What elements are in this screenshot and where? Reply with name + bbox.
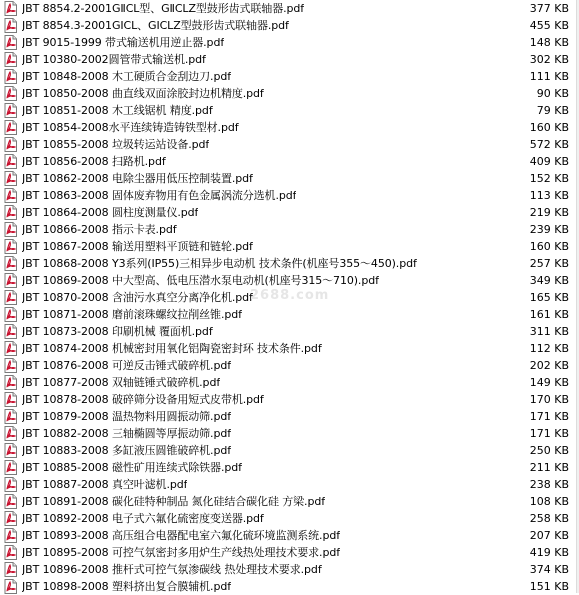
file-row[interactable]: [0, 289, 579, 306]
file-size: 165 KB: [529, 291, 569, 304]
pdf-file-icon: [4, 477, 17, 492]
file-size: 112 KB: [529, 342, 569, 355]
file-row[interactable]: [0, 68, 579, 85]
file-size: 238 KB: [529, 478, 569, 491]
file-name: JBT 10885-2008 磁性矿用连续式除铁器.pdf: [22, 461, 242, 474]
file-name: JBT 10855-2008 垃圾转运站设备.pdf: [22, 138, 210, 151]
file-name: JBT 10873-2008 印刷机械 覆面机.pdf: [22, 325, 213, 338]
pdf-file-icon: [4, 307, 17, 322]
file-name: JBT 10870-2008 含油污水真空分离净化机.pdf: [22, 291, 253, 304]
pdf-file-icon: [4, 324, 17, 339]
file-row[interactable]: [0, 408, 579, 425]
file-size: 311 KB: [529, 325, 569, 338]
file-row[interactable]: [0, 561, 579, 578]
pdf-file-icon: [4, 222, 17, 237]
file-name: JBT 9015-1999 带式输送机用逆止器.pdf: [22, 36, 225, 49]
file-size: 151 KB: [529, 580, 569, 593]
pdf-file-icon: [4, 1, 17, 16]
file-row[interactable]: [0, 425, 579, 442]
file-size: 170 KB: [529, 393, 569, 406]
file-row[interactable]: [0, 357, 579, 374]
file-row[interactable]: [0, 374, 579, 391]
file-name: JBT 10854-2008水平连续铸造铸铁型材.pdf: [22, 121, 239, 134]
file-size: 149 KB: [529, 376, 569, 389]
file-size: 211 KB: [529, 461, 569, 474]
pdf-file-icon: [4, 171, 17, 186]
pdf-file-icon: [4, 103, 17, 118]
file-size: 257 KB: [529, 257, 569, 270]
file-name: JBT 10867-2008 输送用塑料平顶链和链轮.pdf: [22, 240, 253, 253]
pdf-file-icon: [4, 375, 17, 390]
pdf-file-icon: [4, 69, 17, 84]
file-row[interactable]: [0, 170, 579, 187]
file-size: 302 KB: [529, 53, 569, 66]
file-size: 219 KB: [529, 206, 569, 219]
file-size: 258 KB: [529, 512, 569, 525]
file-row[interactable]: [0, 544, 579, 561]
file-row[interactable]: [0, 476, 579, 493]
pdf-file-icon: [4, 443, 17, 458]
file-name: JBT 8854.2-2001GⅡCL型、GⅡCLZ型鼓形齿式联轴器.pdf: [22, 2, 305, 15]
file-name: JBT 10895-2008 可控气氛密封多用炉生产线热处理技术要求.pdf: [22, 546, 340, 559]
file-size: 90 KB: [536, 87, 569, 100]
pdf-file-icon: [4, 273, 17, 288]
pdf-file-icon: [4, 239, 17, 254]
file-size: 171 KB: [529, 427, 569, 440]
file-size: 419 KB: [529, 546, 569, 559]
file-row[interactable]: [0, 578, 579, 595]
file-size: 161 KB: [529, 308, 569, 321]
pdf-file-icon: [4, 409, 17, 424]
file-size: 160 KB: [529, 121, 569, 134]
file-name: JBT 10892-2008 电子式六氟化硫密度变送器.pdf: [22, 512, 264, 525]
pdf-file-icon: [4, 545, 17, 560]
file-row[interactable]: [0, 459, 579, 476]
pdf-file-icon: [4, 35, 17, 50]
file-name: JBT 10856-2008 扫路机.pdf: [22, 155, 166, 168]
file-size: 111 KB: [529, 70, 569, 83]
file-size: 79 KB: [536, 104, 569, 117]
file-name: JBT 10864-2008 圆柱度测量仪.pdf: [22, 206, 199, 219]
file-size: 148 KB: [529, 36, 569, 49]
file-name: JBT 10871-2008 磨前滚珠螺纹拉削丝锥.pdf: [22, 308, 242, 321]
pdf-file-icon: [4, 188, 17, 203]
file-size: 108 KB: [529, 495, 569, 508]
file-row[interactable]: [0, 153, 579, 170]
file-name: JBT 10869-2008 中大型高、低电压潜水泵电动机(机座号315～710).pdf: [22, 274, 379, 287]
file-name: JBT 10851-2008 木工线锯机 精度.pdf: [22, 104, 213, 117]
file-size: 152 KB: [529, 172, 569, 185]
pdf-file-icon: [4, 392, 17, 407]
file-size: 250 KB: [529, 444, 569, 457]
file-name: JBT 10882-2008 三轴椭圆等厚振动筛.pdf: [22, 427, 231, 440]
file-row[interactable]: [0, 136, 579, 153]
file-name: JBT 10868-2008 Y3系列(IP55)三相异步电动机 技术条件(机座号355～450).pdf: [22, 257, 417, 270]
file-name: JBT 10848-2008 木工硬质合金刮边刀.pdf: [22, 70, 231, 83]
file-row[interactable]: [0, 272, 579, 289]
file-name: JBT 10898-2008 塑料挤出复合膜辅机.pdf: [22, 580, 231, 593]
file-name: JBT 10877-2008 双轴链锤式破碎机.pdf: [22, 376, 221, 389]
pdf-file-icon: [4, 494, 17, 509]
file-name: JBT 10878-2008 破碎筛分设备用短式皮带机.pdf: [22, 393, 264, 406]
file-size: 239 KB: [529, 223, 569, 236]
file-size: 207 KB: [529, 529, 569, 542]
file-size: 374 KB: [529, 563, 569, 576]
file-name: JBT 10862-2008 电除尘器用低压控制装置.pdf: [22, 172, 253, 185]
file-size: 409 KB: [529, 155, 569, 168]
file-row[interactable]: [0, 119, 579, 136]
file-size: 160 KB: [529, 240, 569, 253]
pdf-file-icon: [4, 579, 17, 594]
file-row[interactable]: [0, 85, 579, 102]
file-name: JBT 10891-2008 碳化硅特种制品 氮化硅结合碳化硅 方梁.pdf: [22, 495, 325, 508]
file-row[interactable]: [0, 442, 579, 459]
file-name: JBT 10380-2002圆管带式输送机.pdf: [22, 53, 206, 66]
file-name: JBT 10876-2008 可逆反击锤式破碎机.pdf: [22, 359, 231, 372]
pdf-file-icon: [4, 358, 17, 373]
file-size: 377 KB: [529, 2, 569, 15]
file-size: 349 KB: [529, 274, 569, 287]
file-name: JBT 10850-2008 曲直线双面涂胶封边机精度.pdf: [22, 87, 264, 100]
pdf-file-icon: [4, 154, 17, 169]
file-row[interactable]: [0, 51, 579, 68]
file-row[interactable]: [0, 255, 579, 272]
pdf-file-icon: [4, 137, 17, 152]
pdf-file-icon: [4, 290, 17, 305]
file-name: JBT 10874-2008 机械密封用氧化铝陶瓷密封环 技术条件.pdf: [22, 342, 322, 355]
file-row[interactable]: [0, 221, 579, 238]
pdf-file-icon: [4, 426, 17, 441]
file-row[interactable]: [0, 34, 579, 51]
file-row[interactable]: [0, 527, 579, 544]
watermark: 2688.com: [250, 288, 330, 303]
file-row[interactable]: [0, 510, 579, 527]
file-row[interactable]: [0, 102, 579, 119]
pdf-file-icon: [4, 256, 17, 271]
pdf-file-icon: [4, 52, 17, 67]
file-name: JBT 10863-2008 固体废弃物用有色金属涡流分选机.pdf: [22, 189, 297, 202]
file-size: 171 KB: [529, 410, 569, 423]
file-size: 572 KB: [529, 138, 569, 151]
file-row[interactable]: [0, 493, 579, 510]
file-name: JBT 10883-2008 多缸液压圆锥破碎机.pdf: [22, 444, 231, 457]
file-name: JBT 10893-2008 高压组合电器配电室六氟化硫环境监测系统.pdf: [22, 529, 340, 542]
file-size: 455 KB: [529, 19, 569, 32]
file-row[interactable]: [0, 238, 579, 255]
pdf-file-icon: [4, 205, 17, 220]
pdf-file-icon: [4, 528, 17, 543]
file-row[interactable]: [0, 340, 579, 357]
file-row[interactable]: [0, 391, 579, 408]
file-row[interactable]: [0, 204, 579, 221]
file-row[interactable]: [0, 306, 579, 323]
pdf-file-icon: [4, 18, 17, 33]
pdf-file-icon: [4, 562, 17, 577]
pdf-file-icon: [4, 120, 17, 135]
file-row[interactable]: [0, 187, 579, 204]
pdf-file-icon: [4, 86, 17, 101]
file-name: JBT 8854.3-2001GⅠCL、GⅠCLZ型鼓形齿式联轴器.pdf: [22, 19, 289, 32]
pdf-file-icon: [4, 511, 17, 526]
file-size: 202 KB: [529, 359, 569, 372]
pdf-file-icon: [4, 341, 17, 356]
file-size: 113 KB: [529, 189, 569, 202]
file-name: JBT 10866-2008 指示卡表.pdf: [22, 223, 177, 236]
pdf-file-icon: [4, 460, 17, 475]
file-row[interactable]: [0, 323, 579, 340]
file-name: JBT 10879-2008 温热物料用圆振动筛.pdf: [22, 410, 231, 423]
file-row[interactable]: [0, 0, 579, 17]
file-name: JBT 10896-2008 推杆式可控气氛渗碳线 热处理技术要求.pdf: [22, 563, 322, 576]
file-name: JBT 10887-2008 真空叶滤机.pdf: [22, 478, 188, 491]
file-row[interactable]: [0, 17, 579, 34]
